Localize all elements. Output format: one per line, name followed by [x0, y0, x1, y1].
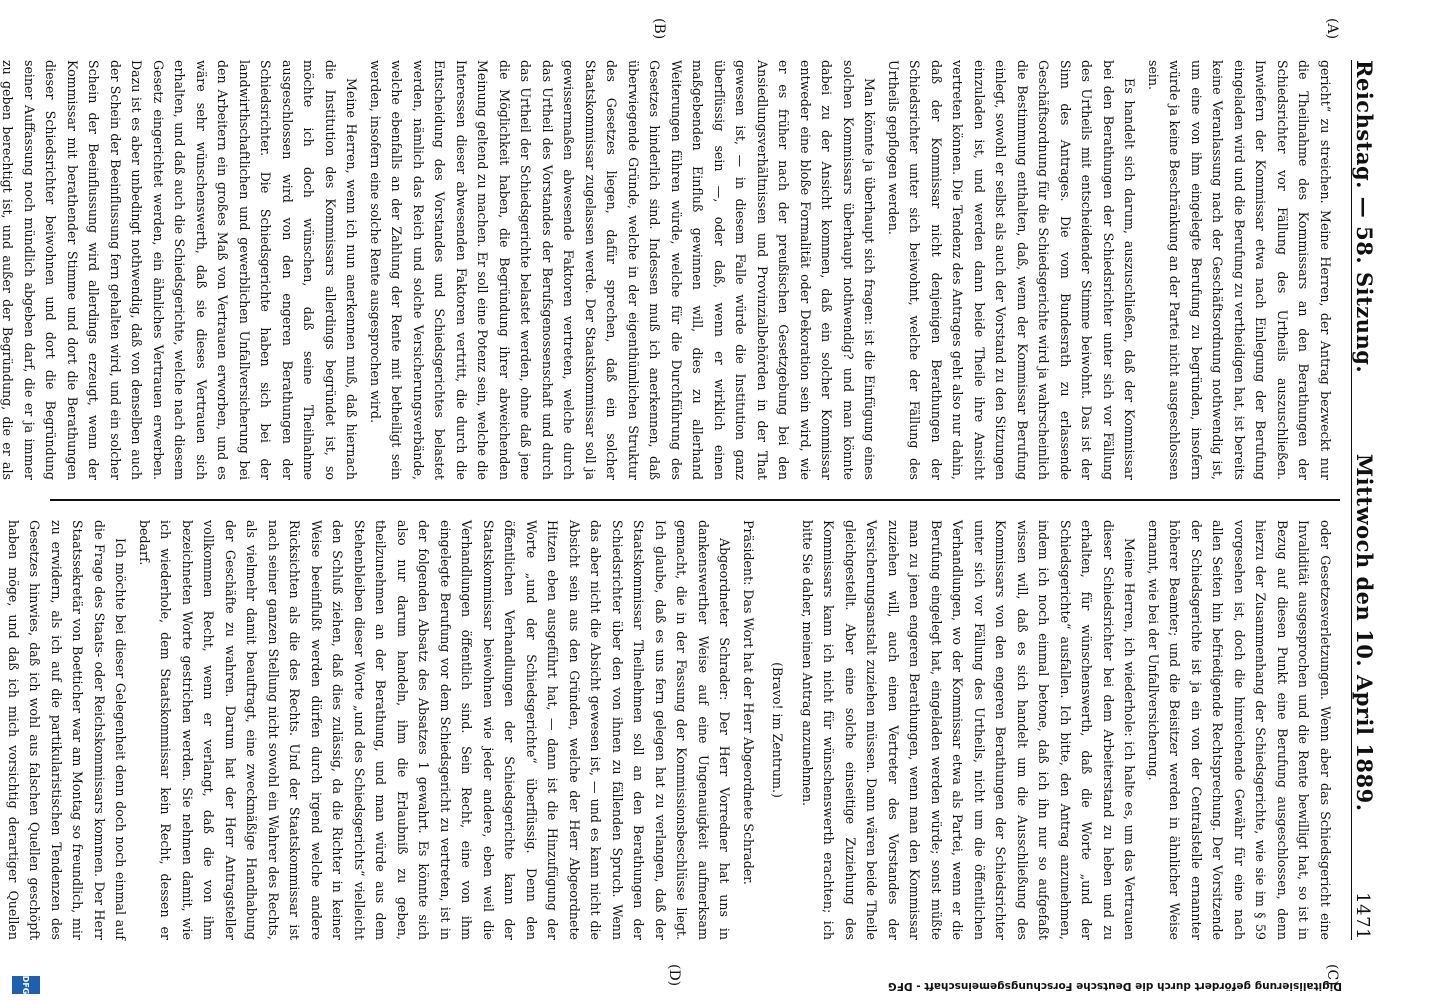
header-date: Mittwoch den 10. April 1889.	[1352, 453, 1377, 812]
page-number: 1471	[1352, 892, 1373, 940]
paragraph: Es handelt sich darum, auszuschließen, daß der Kommissar bei den Berathungen der Schiedsrichter unter sich vor Fällung des Urtheils mit entscheidender Stimme beiwohnt. Das ist der Sinn des Antrages. Die vom Bundesrath zu erlassende Geschäftsordnung für die Schiedsgerichte wird ja wahrscheinlich die Bestimmung enthalten, daß, wenn der Kommissar Berufung einlegt, sowohl er selbst als auch der Vorstand zu den Sitzungen einzuladen ist, und werden dann beide Theile ihre Ansicht vertreten können. Die Tendenz des Antrages geht also nur dahin, daß der Kommissar nicht denjenigen Berathungen der Schiedsrichter unter sich beiwohnt, welche der Fällung des Urtheils gepflogen werden.	[886, 60, 1138, 480]
column-divider	[50, 499, 1340, 501]
paragraph: Meine Herren, wenn ich nun anerkennen muß, daß hiernach die Institution des Kommissars allerdings begründet ist, so möchte ich doch wünschen, daß seine Theilnahme ausgeschlossen wird von den engeren Berathungen der Schiedsrichter. Die Schiedsgerichte haben sich bei der landwirthschaftlichen und gewerblichen Unfallversicherung bei den Arbeitern ein großes Maß von Vertrauen erworben, und es wäre sehr wünschenswerth, daß sie dieses Vertrauen sich erhalten, und daß auch die Schiedsgerichte, welche nach diesem Gesetz eingerichtet werden, ein ähnliches Vertrauen erwerben. Dazu ist es aber unbedingt nothwendig, daß von denselben auch der Schein der Beeinflussung fern gehalten wird, und ein solcher Schein der Beeinflussung wird allerdings erzeugt, wenn der Kommissar mit berathender Stimme und dort die Berathungen dieser Schiedsrichter beiwohnen und dort die Begründung seiner Auffassung noch mündlich abgeben darf, die er ja immer zu geben berechtigt ist, und außer der Begründung, die er als	[0, 60, 360, 480]
right-column	[6, 520, 1336, 940]
paragraph: gericht“ zu streichen. Meine Herren, der Antrag bezweckt nur die Theilnahme des Kommissars an den Berathungen der Schiedsrichter vor Fällung des Urtheils auszuschließen. Inwiefern der Kommissar etwa nach Einlegung der Berufung eingeladen wird und die Berufung zu vertheidigen hat, ist bereits keine Veranlassung nach der Geschäftsordnung nothwendig ist, um eine von ihm eingelegte Berufung zu begründen, insofern würde ja keine Beschränkung an der Partei nicht ausgeschlossen sein.	[1146, 60, 1333, 480]
dfg-logo	[12, 976, 40, 994]
page-header	[1351, 60, 1392, 940]
digitization-note	[12, 975, 1342, 995]
digitization-note-text: Digitalisierung gefördert durch die Deutsche Forschungsgemeinschaft - DFG	[888, 980, 1342, 992]
paragraph: Man könnte ja überhaupt sich fragen: ist die Einfügung eines solchen Kommissars überhaupt nothwendig? und man könnte dabei zu der Ansicht kommen, daß ein solcher Kommissar entweder eine bloße Formalität oder Dekoration sein wird, wie er es früher nach der preußischen Gesetzgebung bei den Ansiedlungsverhältnissen und Provinzialbehörden in der That gewesen ist, — in diesem Falle würde die Institution ganz überflüssig sein —, oder daß, wenn er wirklich einen maßgebenden Einfluß gewinnen will, dies zu allerhand Weiterungen führen würde, welche für die Durchführung des Gesetzes hinderlich sind. Indessen muß ich anerkennen, daß überwiegende Gründe, welche in der eigenthümlichen Struktur des Gesetzes liegen, dafür sprechen, daß ein solcher Staatskommissar zugelassen werde. Der Staatskommissar soll ja gewissermaßen abwesende Faktoren vertreten, welche durch das Urtheil des Vorstandes der Berufsgenossenschaft und durch das Urtheil der Schiedsgerichte belastet werden, ohne daß jene die Möglichkeit haben, die Begründung ihrer abweichenden Meinung geltend zu machen. Er soll eine Potenz sein, welche die Interessen dieser abwesenden Faktoren vertritt, die durch die Entscheidung des Vorstandes und Schiedsgerichtes belastet werden, nämlich das Reich und solche Versicherungsverbände, welche ebenfalls an der Zahlung der Rente mit betheiligt sein werden, insofern eine solche Rente ausgesprochen wird.	[368, 60, 878, 480]
paragraph: Meine Herren, ich wiederhole: ich halte es, um das Vertrauen dieser Schiedsrichter bei dem Arbeiterstand zu heben und zu erhalten, für wünschenswerth, daß die Worte „und der Schiedsgerichte“ ausfallen. Ich bitte, den Antrag anzunehmen, indem ich noch einmal betone, daß ich ihn nur so aufgefaßt wissen will, daß es sich handelt um die Ausschließung des Kommissars von den engeren Berathungen der Schiedsrichter unter sich vor Fällung des Urtheils, nicht um die öffentlichen Verhandlungen, wo der Kommissar etwa als Partei, wenn er die Berufung eingelegt hat, eingeladen werden würde; sonst müßte man zu jenen engeren Berathungen, wenn man den Kommissar zuziehen will, auch einen Vertreter des Vorstandes der Versicherungsanstalt zuziehen müssen. Dann wären beide Theile gleichgestellt. Aber eine solche einseitige Zuziehung des Kommissars kann ich nicht für wünschenswerth erachten; ich bitte Sie daher, meinen Antrag anzunehmen.	[800, 520, 1138, 940]
margin-letter-c: (C)	[1324, 964, 1340, 986]
dfg-logo-text: DFG	[21, 975, 31, 995]
paragraph: oder Gesetzesverletzungen. Wenn aber das Schiedsgericht eine Invalidität ausgesprochen und die Rente bewilligt hat, so ist in Bezug auf diesen Punkt eine Berufung ausgeschlossen, denn hierzu der Zusammenhang der Schiedsgerichte, wie sie im § 59 vorgesehen ist, doch die hinreichende Gewähr für eine nach allen Seiten hin befriedigende Rechtsprechung. Der Vorsitzende der Schiedsgerichte ist ja ein von der Centralstelle ernannter höherer Beamter; und die Beisitzer werden in ähnlicher Weise ernannt, wie bei der Unfallversicherung.	[1146, 520, 1333, 940]
paragraph: Ich möchte bei dieser Gelegenheit denn doch noch einmal auf die Frage des Staats- oder Reichskommissars kommen. Der Herr Staatssekretär von Boetticher war am Montag so freundlich, mir zu erwidern, als ich auf die partikularistischen Tendenzen des Gesetzes hinwies, daß ich wohl aus falschen Quellen geschöpft haben möge, und daß ich mich vorsichtig derartiger Quellen	[6, 520, 129, 940]
paragraph: Abgeordneter Schrader: Der Herr Vorredner hat uns in dankenswerther Weise auf eine Ungenauigkeit aufmerksam gemacht, die in der Fassung der Kommissionsbeschlüsse liegt. Ich glaube, daß es uns fern gelegen hat zu verlangen, daß der Staatskommissar Theilnehmen soll an den Berathungen der Schiedsrichter über den von ihnen zu fällenden Spruch. Wenn das aber nicht die Absicht gewesen ist, — und es kann nicht die Absicht sein aus den Gründen, welche der Herr Abgeordnete Hitzen eben ausgeführt hat, — dann ist die Hinzufügung der Worte „und der Schiedsgerichte“ überflüssig. Denn den öffentlichen Verhandlungen der Schiedsgerichte kann der Staatskommissar beiwohnen wie jeder andere, eben weil die Verhandlungen öffentlich sind. Sein Recht, eine von ihm eingelegte Berufung vor dem Schiedsgericht zu vertreten, ist in der folgenden Absatz des Absatzes 1 gewahrt. Es könnte sich also nur darum handeln, ihm die Erlaubniß zu geben, theilzunehmen an der Berathung, und man würde aus dem Stehenbleiben dieser Worte „und des Schiedsgerichts“ vielleicht den Schluß ziehen, daß dies zulässig, da die Richter in keiner Weise beeinflußt werden dürfen durch irgend welche andere Rücksichten als die des Rechts. Und der Staatskommissar ist nach seiner ganzen Stellung nicht sowohl ein Wahrer des Rechts, als vielmehr damit beauftragt, eine zweckmäßige Handhabung der Geschäfte zu wahren. Darum hat der Herr Antragsteller vollkommen Recht, wenn er verlangt, daß die von ihm bezeichneten Worte gestrichen werden. Sie nehmen damit, wie ich wiederhole, dem Staatskommissar kein Recht, dessen er bedarf.	[137, 520, 733, 940]
margin-letter-d: (D)	[666, 964, 682, 987]
margin-letter-b: (B)	[651, 18, 667, 40]
left-column	[0, 60, 1336, 480]
stage-direction: (Bravo! im Zentrum.)	[770, 662, 786, 798]
president-remark: Präsident: Das Wort hat der Herr Abgeordnete Schrader.	[741, 520, 756, 885]
header-session: Reichstag. — 58. Sitzung.	[1352, 60, 1377, 374]
margin-letter-a: (A)	[1324, 18, 1340, 40]
